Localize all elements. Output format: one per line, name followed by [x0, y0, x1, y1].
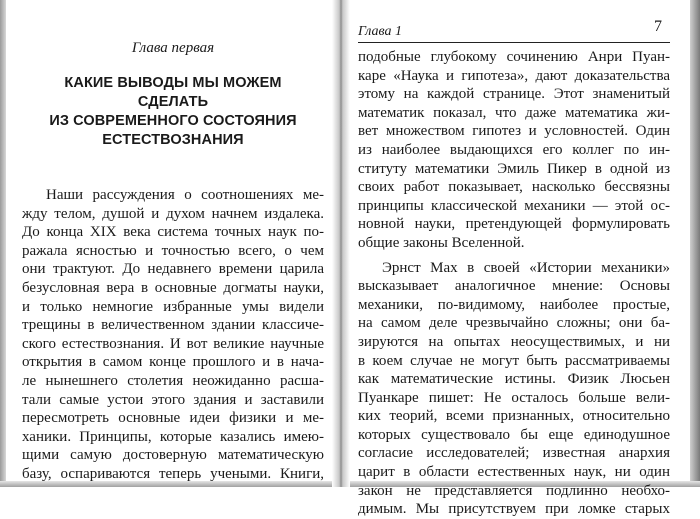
- text-line: принципы классической механики — этой ос-: [358, 197, 670, 214]
- text-line: базу, оспариваются теперь учеными. Книги,: [22, 465, 324, 482]
- book-gutter: [332, 0, 350, 487]
- text-line: Эрнст Мах в своей «Истории механики»: [382, 259, 670, 276]
- left-body-text: [22, 186, 324, 484]
- text-line: щими самую достоверную математическую: [22, 447, 324, 464]
- running-header: [358, 18, 670, 43]
- text-line: ле нынешнего столетия неожиданно расша-: [22, 372, 324, 389]
- text-line: закон не представляется подлинно необхо-: [358, 482, 670, 499]
- text-line: как математические истины. Физик Люсьен: [358, 371, 670, 388]
- text-line: в коем случае не могут быть рассматриваемы: [358, 352, 670, 369]
- chapter-title-line: ЕСТЕСТВОЗНАНИЯ: [102, 132, 244, 148]
- text-line: из наиболее выдающихся его коллег по ин-: [358, 141, 670, 158]
- text-line: безусловная вера в основные догматы науки,: [22, 279, 324, 296]
- right-page: [358, 0, 670, 518]
- text-line: механики, по-видимому, наиболее простые,: [358, 296, 670, 313]
- text-line: Пуанкаре пишет: Не осталось больше вели-: [358, 389, 670, 406]
- text-line: и только немногие избранные умы видели: [22, 298, 324, 315]
- page-edge-right: [690, 0, 700, 487]
- text-line: открытия в самом конце прошлого и в нача-: [22, 354, 324, 371]
- text-line: тали самые устои этого здания и заставили: [22, 391, 324, 408]
- left-page: [22, 0, 324, 487]
- text-line: трещины в величественном здании классиче-: [22, 317, 324, 334]
- text-line: ского естествознания. И вот великие научные: [22, 335, 324, 352]
- text-line: ких теорий, всеми признанных, относительно: [358, 408, 670, 425]
- text-line: общие законы Вселенной.: [358, 234, 525, 251]
- right-body-text: [358, 48, 670, 519]
- text-line: новной науки, претендующей формулировать: [358, 216, 670, 233]
- text-line: математик показал, что даже математика жи-: [358, 104, 670, 121]
- text-line: ституту математики Эмиль Пикер в одной из: [358, 160, 670, 177]
- text-line: царит в области естественных наук, ни один: [358, 464, 670, 481]
- text-line: вет множеством гипотез и условностей. Один: [358, 123, 670, 140]
- text-line: на самом деле чрезвычайно сложны; они ба-: [358, 315, 670, 332]
- text-line: ражала ясностью и точностью всего, о чем: [22, 242, 324, 259]
- text-line: подобные глубокому сочинению Анри Пуан-: [358, 49, 670, 65]
- text-line: зируются на опытах неосуществимых, и ни: [358, 333, 670, 350]
- chapter-title: [28, 74, 318, 150]
- page-number: 7: [654, 18, 662, 35]
- text-line: они трактуют. До недавнего времени царила: [22, 261, 324, 278]
- text-line: каре «Наука и гипотеза», дают доказательства: [358, 67, 670, 84]
- text-line: своих работ показывает, насколько бессвязны: [358, 179, 670, 196]
- running-header-chapter: Глава 1: [358, 24, 402, 39]
- text-line: Наши рассуждения о соотношениях ме-: [46, 187, 324, 203]
- text-line: пересмотреть основные идеи физики и ме-: [22, 410, 324, 427]
- text-line: высказывает аналогичное мнение: Основы: [358, 278, 670, 295]
- chapter-title-line: ИЗ СОВРЕМЕННОГО СОСТОЯНИЯ: [49, 113, 297, 129]
- text-line: этому на каждой странице. Этот знаменитый: [358, 86, 670, 103]
- text-line: которых существовало бы еще единодушное: [358, 426, 670, 443]
- text-line: ханики. Принципы, которые казались имею-: [22, 428, 324, 445]
- text-line: До конца XIX века система точных наук по-: [22, 224, 324, 241]
- text-line: димым. Мы присутствуем при ломке старых: [358, 501, 670, 518]
- chapter-label: Глава первая: [131, 40, 215, 56]
- page-edge-left: [0, 0, 6, 487]
- chapter-title-line: КАКИЕ ВЫВОДЫ МЫ МОЖЕМ СДЕЛАТЬ: [64, 75, 282, 110]
- text-line: жду телом, душой и духом начнем издалека.: [22, 205, 324, 222]
- text-line: согласие исследователей; известная анархия: [358, 445, 670, 462]
